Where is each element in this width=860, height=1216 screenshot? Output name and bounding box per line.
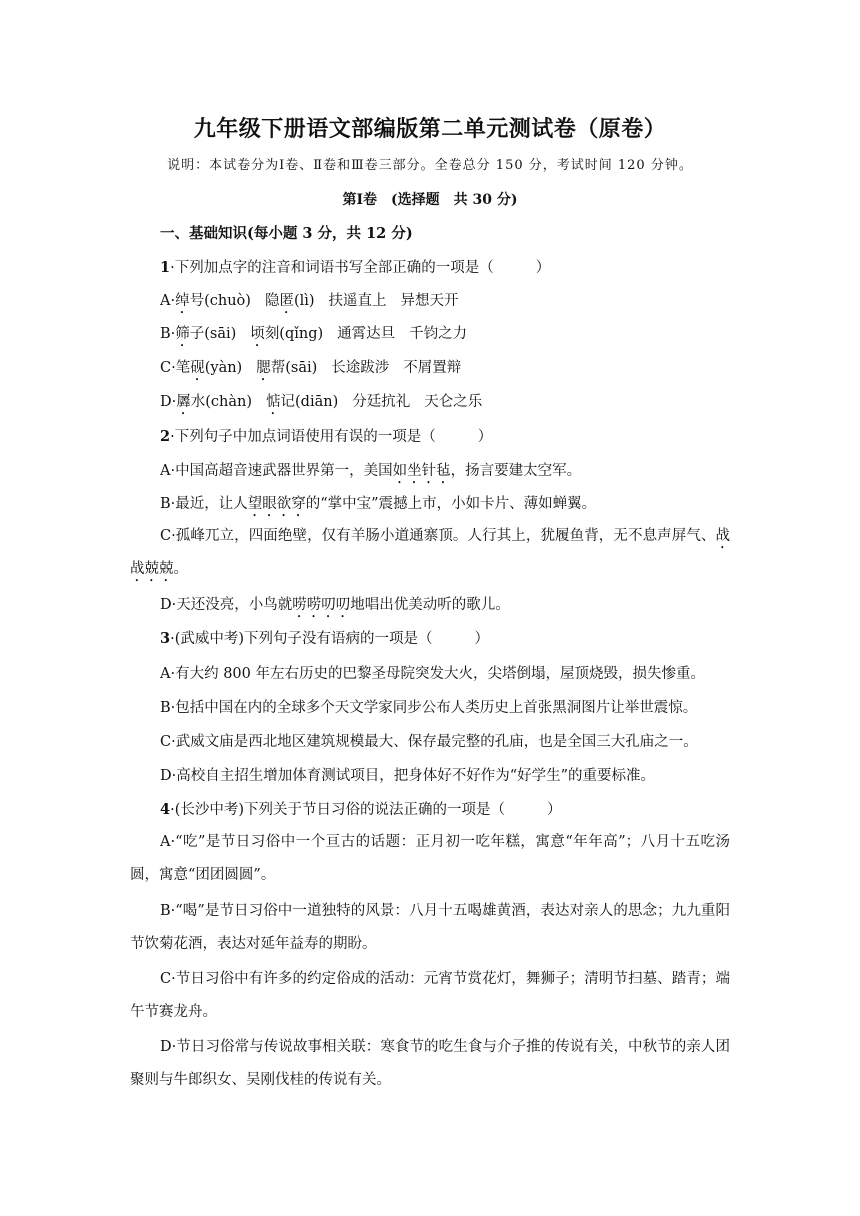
exam-note: 说明：本试卷分为Ⅰ卷、Ⅱ卷和Ⅲ卷三部分。全卷总分 150 分，考试时间 120 分钟。 (167, 158, 693, 173)
question-1-option-d: D·羼水(chàn) 惦记(diān) 分廷抗礼 天仑之乐 (160, 394, 483, 410)
question-2-option-b: B·最近，让人望眼欲穿的“掌中宝”震撼上市，小如卡片、薄如蝉翼。 (160, 496, 597, 512)
question-number: 2 (160, 428, 171, 445)
question-3-option-a: A·有大约 800 年左右历史的巴黎圣母院突发大火，尖塔倒塌，屋顶烧毁，损失惨重。 (160, 666, 705, 682)
part-heading: 一、基础知识(每小题 3 分，共 12 分) (160, 225, 413, 242)
question-3-option-c: C·武威文庙是西北地区建筑规模最大、保存最完整的孔庙，也是全国三大孔庙之一。 (160, 734, 698, 750)
question-3-option-b: B·包括中国在内的全球多个天文学家同步公布人类历史上首张黑洞图片让举世震惊。 (160, 700, 698, 716)
question-4-option-c: C·节日习俗中有许多的约定俗成的活动：元宵节赏花灯，舞狮子；清明节扫墓、踏青；端午节赛龙舟。 (130, 971, 730, 1020)
question-1-option-a: A·绰号(chuò) 隐匿(lì) 扶遥直上 异想天开 (160, 293, 459, 309)
question-number: 3 (160, 630, 171, 647)
question-2-stem: 2·下列句子中加点词语使用有误的一项是（ ） (160, 428, 493, 445)
question-1-option-b: B·筛子(sāi) 顷刻(qǐng) 通霄达旦 千钧之力 (160, 326, 468, 342)
question-4-option-b: B·“喝”是节日习俗中一道独特的风景：八月十五喝雄黄酒，表达对亲人的思念；九九重阳节饮菊花酒，表达对延年益寿的期盼。 (130, 903, 730, 952)
question-3-option-d: D·高校自主招生增加体育测试项目，把身体好不好作为“好学生”的重要标准。 (160, 768, 656, 784)
question-1-stem: 1·下列加点字的注音和词语书写全部正确的一项是（ ） (160, 259, 551, 276)
page-title: 九年级下册语文部编版第二单元测试卷（原卷） (193, 116, 667, 142)
question-number: 4 (160, 801, 171, 818)
question-2-option-c: C·孤峰兀立，四面绝壁，仅有羊肠小道通寨顶。人行其上，犹履鱼背，无不息声屏气、战战兢兢。 (130, 528, 730, 577)
question-number: 1 (160, 259, 171, 276)
question-2-option-a: A·中国高超音速武器世界第一，美国如坐针毡，扬言要建太空军。 (160, 463, 582, 479)
question-4-option-d: D·节日习俗常与传说故事相关联：寒食节的吃生食与介子推的传说有关，中秋节的亲人团聚则与牛郎织女、吴刚伐桂的传说有关。 (130, 1039, 730, 1088)
question-2-option-d: D·天还没亮，小鸟就唠唠叨叨地唱出优美动听的歌儿。 (160, 597, 510, 613)
question-4-stem: 4·(长沙中考)下列关于节日习俗的说法正确的一项是（ ） (160, 801, 562, 818)
question-3-stem: 3·(武威中考)下列句子没有语病的一项是（ ） (160, 630, 490, 647)
question-1-option-c: C·笔砚(yàn) 腮帮(sāi) 长途跋涉 不屑置辩 (160, 360, 462, 376)
section-heading: 第Ⅰ卷 (选择题 共 30 分) (342, 192, 518, 208)
question-4-option-a: A·“吃”是节日习俗中一个亘古的话题：正月初一吃年糕，寓意“年年高”；八月十五吃汤圆，寓意“团团圆圆”。 (130, 834, 730, 883)
